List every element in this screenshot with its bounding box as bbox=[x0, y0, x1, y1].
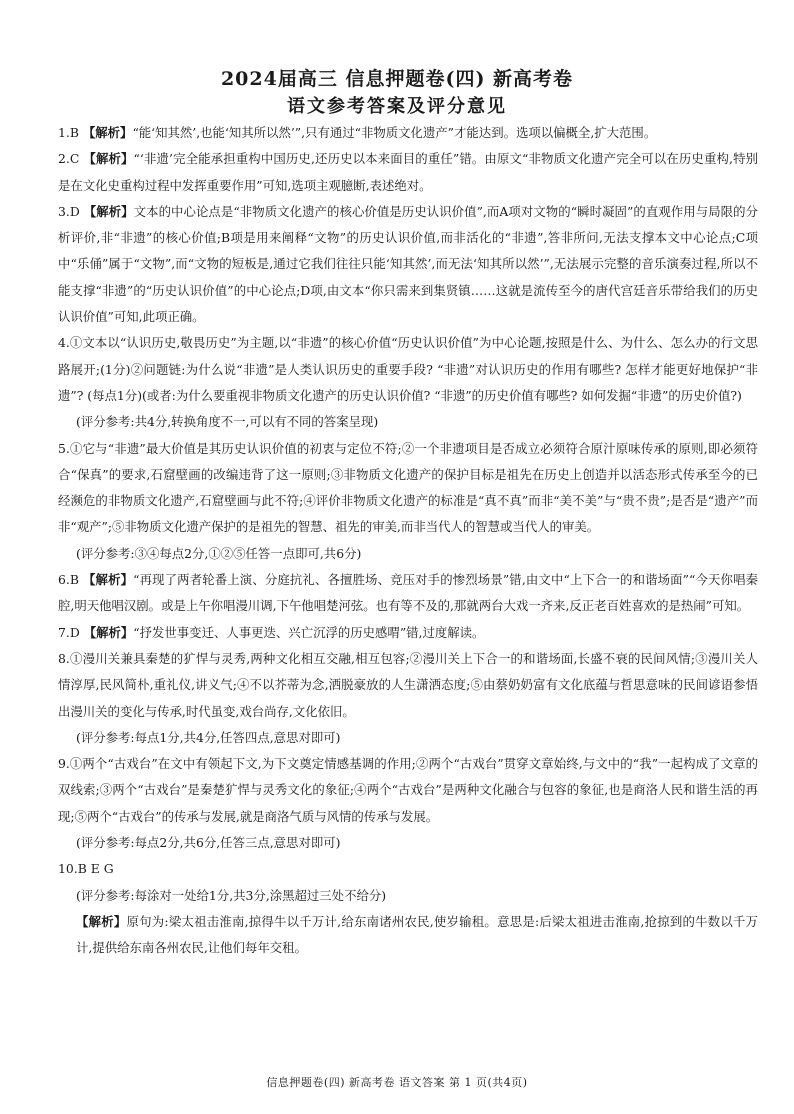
answer-text: 文本的中心论点是“非物质文化遗产的核心价值是历史认识价值”,而A项对文物的“瞬时凝固”的直观作用与局限的分析评价,非“非遗”的核心价值;B项是用来阐释“文物”的历史认识价值,而非活化的“非遗”,答非所问,无法支撑本文中心论点;C项中“乐俑”属于“文物”,而“文物的短板是,通过它我们往往只能‘知其然’,而无法‘知其所以然’”,无法展示完整的音乐演奏过程,所以不能支撑“非遗”的“历史认识价值”的中心论点;D项,由文本“你只需来到集贤镇……这就是流传至今的唐代宫廷音乐带给我们的历史认识价值”可知,此项正确。 bbox=[58, 203, 758, 325]
scoring-note: (评分参考:每点1分,共4分,任答四点,意思对即可) bbox=[76, 729, 341, 745]
analysis-tag: 【解析】 bbox=[83, 151, 134, 167]
answer-list bbox=[58, 120, 758, 962]
analysis-tag: 【解析】 bbox=[76, 913, 127, 929]
answer-text: ①漫川关兼具秦楚的犷悍与灵秀,两种文化相互交融,相互包容;②漫川关上下合一的和谐场面,长盛不衰的民间风情;③漫川关人情淳厚,民风简朴,重礼仪,讲义气;④不以芥蒂为念,洒脱豪放的人生潇洒态度;⑤由蔡奶奶富有文化底蕴与哲思意味的民间谚语参悟出漫川关的变化与传承,时代虽变,戏台尚存,文化依旧。 bbox=[58, 650, 758, 719]
analysis-tag: 【解析】 bbox=[83, 624, 134, 640]
analysis-text: 原句为:梁太祖击淮南,掠得牛以千万计,给东南诸州农民,使岁输租。意思是:后梁太祖进击淮南,抢掠到的牛数以千万计,提供给东南各州农民,让他们每年交租。 bbox=[76, 913, 758, 956]
answer-item bbox=[58, 146, 758, 199]
answer-number: 4. bbox=[58, 335, 70, 351]
answer-text: ①两个“古戏台”在文中有领起下文,为下文奠定情感基调的作用;②两个“古戏台”贯穿文章始终,与文中的“我”一起构成了文章的双线索;③两个“古戏台”是秦楚犷悍与灵秀文化的象征;④两个“古戏台”是两种文化融合与包容的象征,也是商洛人民和谐生活的再现;⑤两个“古戏台”的传承与发展,就是商洛气质与风情的传承与发展。 bbox=[58, 756, 758, 824]
scoring-note: (评分参考:③④每点2分,①②⑤任答一点即可,共6分) bbox=[76, 545, 362, 561]
answer-text: “再现了两者轮番上演、分庭抗礼、各擅胜场、竞压对手的惨烈场景”错,由文中“上下合一的和谐场面”“今天你唱秦腔,明天他唱汉剧。或是上午你唱漫川调,下午他唱楚河弦。也有等不及的,那就两台大戏一齐来,反正老百姓喜欢的是热闹”可知。 bbox=[58, 572, 758, 614]
analysis-tag: 【解析】 bbox=[82, 125, 133, 140]
answer-text: “抒发世事变迁、人事更迭、兴亡沉浮的历史感喟”错,过度解读。 bbox=[133, 624, 485, 640]
answer-number: 10.B E G bbox=[58, 861, 114, 877]
answer-text: “能‘知其然’,也能‘知其所以然’”,只有通过“非物质文化遗产”才能达到。选项以偏概全,扩大范围。 bbox=[132, 125, 657, 140]
answer-number: 2.C bbox=[58, 151, 80, 167]
answer-number: 9. bbox=[58, 756, 70, 772]
page-footer: 信息押题卷(四) 新高考卷 语文答案 第 1 页(共4页) bbox=[266, 1076, 528, 1089]
answer-text: ①文本以“认识历史,敬畏历史”为主题,以“非遗”的核心价值“历史认识价值”为中心论题,按照是什么、为什么、怎么办的行文思路展开;(1分)②问题链:为什么说“非遗”是人类认识历史的重要手段? “非遗”对认识历史的作用有哪些? 怎样才能更好地保护“非遗”? (每点1分)(或者:为什么要重视非物质文化遗产的历史认识价值? “非遗”的历史价值有哪些? 如何发掘“非遗”的历史价值?) bbox=[58, 335, 758, 403]
answer-number: 8. bbox=[58, 650, 70, 666]
answer-item bbox=[58, 436, 758, 541]
answer-number: 7.D bbox=[58, 624, 80, 640]
answer-number: 5. bbox=[58, 440, 70, 456]
analysis-note bbox=[58, 909, 758, 962]
answer-item bbox=[58, 856, 758, 882]
answer-text: “‘非遗’完全能承担重构中国历史,还历史以本来面目的重任”错。由原文“非物质文化遗产完全可以在历史重构,特别是在文化史重构过程中发挥重要作用”可知,选项主观臆断,表述绝对。 bbox=[58, 151, 759, 193]
answer-item bbox=[58, 330, 758, 409]
analysis-tag: 【解析】 bbox=[83, 572, 134, 588]
scoring-note: (评分参考:每点2分,共6分,任答三点,意思对即可) bbox=[76, 835, 341, 851]
answer-text: ①它与“非遗”最大价值是其历史认识价值的初衷与定位不符;②一个非遗项目是否成立必须符合原汁原味传承的原则,即必须符合“保真”的要求,石窟壁画的改编违背了这一原则;③非物质文化遗产的保护目标是祖先在历史上创造并以活态形式传承至今的已经濒危的非物质文化遗产,石窟壁画与此不符;④评价非物质文化遗产的标准是“真不真”而非“美不美”与“贵不贵”;是否是“遗产”而非“观产”;⑤非物质文化遗产保护的是祖先的智慧、祖先的审美,而非当代人的智慧或当代人的审美。 bbox=[58, 440, 758, 535]
scoring-note: (评分参考:共4分,转换角度不一,可以有不同的答案呈现) bbox=[76, 414, 379, 430]
page-subtitle: 语文参考答案及评分意见 bbox=[287, 96, 507, 117]
answer-item bbox=[58, 751, 758, 830]
answer-item bbox=[58, 646, 758, 725]
answer-item bbox=[58, 199, 758, 330]
answer-number: 6.B bbox=[58, 572, 79, 588]
scoring-note: (评分参考:每涂对一处给1分,共3分,涂黑超过三处不给分) bbox=[76, 887, 387, 903]
analysis-tag: 【解析】 bbox=[83, 203, 134, 219]
answer-item bbox=[58, 120, 758, 146]
page-title: 2024届高三 信息押题卷(四) 新高考卷 bbox=[220, 68, 574, 90]
answer-item bbox=[58, 620, 758, 646]
answer-number: 3.D bbox=[58, 203, 80, 219]
answer-item bbox=[58, 567, 758, 620]
answer-number: 1.B bbox=[58, 125, 79, 140]
